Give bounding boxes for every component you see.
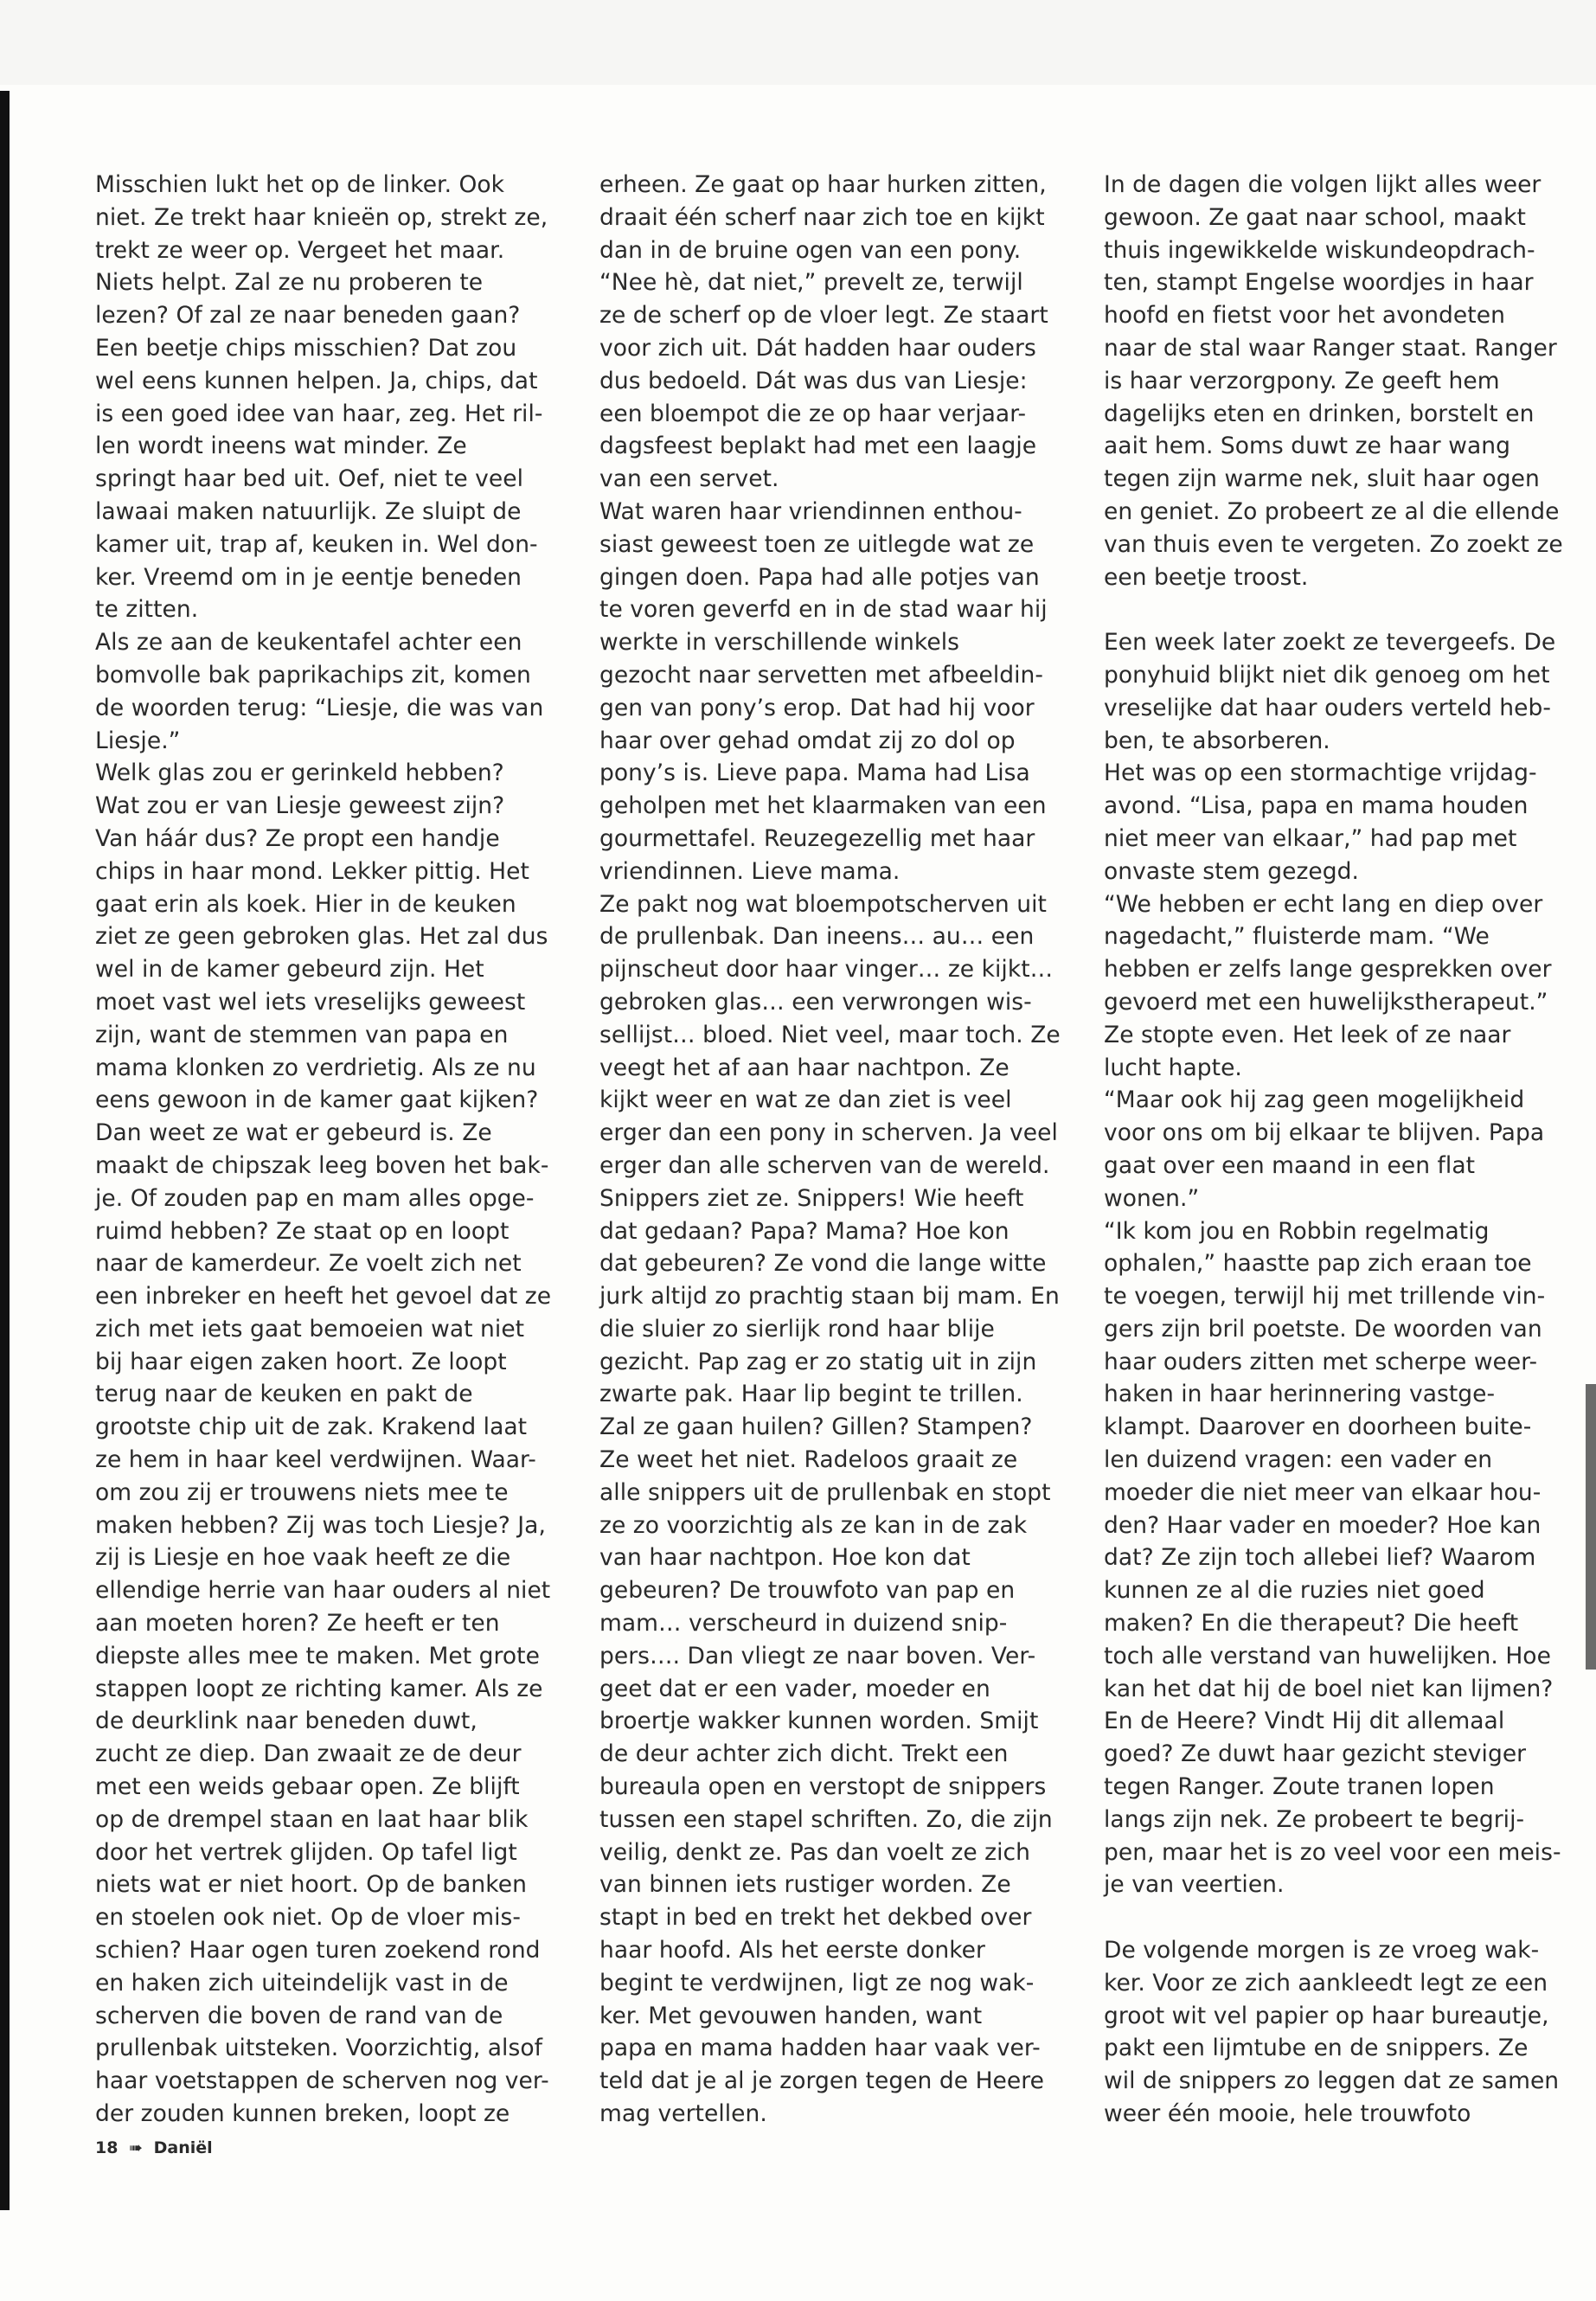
text-line: pijnscheut door haar vinger… ze kijkt… — [599, 956, 1054, 984]
text-line: een bloempot die ze op haar verjaar- — [599, 400, 1027, 427]
text-line: bij haar eigen zaken hoort. Ze loopt — [95, 1348, 507, 1375]
text-line: van thuis even te vergeten. Zo zoekt ze — [1104, 530, 1563, 558]
text-line: alle snippers uit de prullenbak en stopt — [599, 1478, 1051, 1506]
text-line: aan moeten horen? Ze heeft er ten — [95, 1610, 500, 1638]
text-line: is haar verzorgpony. Ze geeft hem — [1104, 367, 1500, 394]
text-line: Misschien lukt het op de linker. Ook — [95, 171, 505, 198]
text-line: klampt. Daarover en doorheen buite- — [1104, 1413, 1532, 1441]
text-line: “Maar ook hij zag geen mogelijkheid — [1104, 1086, 1525, 1114]
text-line: veilig, denkt ze. Pas dan voelt ze zich — [599, 1838, 1031, 1866]
text-line: en geniet. Zo probeert ze al die ellende — [1104, 497, 1560, 525]
text-line: diepste alles mee te maken. Met grote — [95, 1642, 540, 1670]
text-line: kunnen ze al die ruzies niet goed — [1104, 1577, 1485, 1605]
text-line: weer één mooie, hele trouwfoto — [1104, 2100, 1471, 2128]
text-line: ker. Voor ze zich aankleedt legt ze een — [1104, 1969, 1548, 1997]
text-line: een inbreker en heeft het gevoel dat ze — [95, 1283, 552, 1311]
text-line: maken hebben? Zij was toch Liesje? Ja, — [95, 1511, 546, 1539]
text-line: ten, stampt Engelse woordjes in haar — [1104, 269, 1534, 297]
text-line: ze hem in haar keel verdwijnen. Waar- — [95, 1446, 536, 1474]
text-line: begint te verdwijnen, ligt ze nog wak- — [599, 1969, 1035, 1997]
text-line: gezocht naar servetten met afbeeldin- — [599, 661, 1043, 689]
text-line: Zal ze gaan huilen? Gillen? Stampen? — [599, 1413, 1033, 1441]
text-line: thuis ingewikkelde wiskundeopdrach- — [1104, 236, 1535, 264]
text-line: en haken zich uiteindelijk vast in de — [95, 1969, 509, 1997]
text-line: te voren geverfd en in de stad waar hij — [599, 596, 1048, 624]
text-line: springt haar bed uit. Oef, niet te veel — [95, 465, 524, 493]
text-line: nagedacht,” fluisterde mam. “We — [1104, 923, 1490, 951]
text-line: prullenbak uitsteken. Voorzichtig, alsof — [95, 2035, 542, 2062]
text-line: dat? Ze zijn toch allebei lief? Waarom — [1104, 1544, 1536, 1572]
text-line: lucht hapte. — [1104, 1054, 1242, 1081]
text-line: stappen loopt ze richting kamer. Als ze — [95, 1675, 543, 1702]
text-line: gewoon. Ze gaat naar school, maakt — [1104, 203, 1526, 231]
text-line: ponyhuid blijkt niet dik genoeg om het — [1104, 661, 1550, 689]
text-line: gingen doen. Papa had alle potjes van — [599, 563, 1040, 591]
text-line: te voegen, terwijl hij met trillende vin- — [1104, 1283, 1546, 1311]
text-line: van binnen iets rustiger worden. Ze — [599, 1871, 1011, 1899]
text-line: gevoerd met een huwelijkstherapeut.” — [1104, 988, 1548, 1016]
text-line: len duizend vragen: een vader en — [1104, 1446, 1493, 1474]
text-line: draait één scherf naar zich toe en kijkt — [599, 203, 1045, 231]
text-line: Snippers ziet ze. Snippers! Wie heeft — [599, 1184, 1024, 1212]
text-line: gezicht. Pap zag er zo statig uit in zijn — [599, 1348, 1037, 1375]
text-line: maakt de chipszak leeg boven het bak- — [95, 1151, 549, 1179]
text-column-2 — [599, 169, 1062, 2131]
text-line: mam… verscheurd in duizend snip- — [599, 1610, 1008, 1638]
text-line: gebeuren? De trouwfoto van pap en — [599, 1577, 1016, 1605]
text-column-1 — [95, 169, 558, 2131]
text-line: van een servet. — [599, 465, 779, 493]
text-line: pakt een lijmtube en de snippers. Ze — [1104, 2035, 1529, 2062]
text-line: chips in haar mond. Lekker pittig. Het — [95, 857, 529, 885]
text-line: trekt ze weer op. Vergeet het maar. — [95, 236, 505, 264]
text-line: niet. Ze trekt haar knieën op, strekt ze, — [95, 203, 548, 231]
text-line: mag vertellen. — [599, 2100, 767, 2128]
text-line: der zouden kunnen breken, loopt ze — [95, 2100, 510, 2128]
scan-binding-edge — [0, 91, 10, 2210]
text-line: Van háár dus? Ze propt een handje — [95, 824, 500, 852]
text-line: dat gedaan? Papa? Mama? Hoe kon — [599, 1217, 1010, 1245]
text-line: pen, maar het is zo veel voor een meis- — [1104, 1838, 1561, 1866]
text-line: vriendinnen. Lieve mama. — [599, 857, 901, 885]
text-line: stapt in bed en trekt het dekbed over — [599, 1904, 1032, 1932]
text-line: tegen zijn warme nek, sluit haar ogen — [1104, 465, 1540, 493]
text-line: gaat erin als koek. Hier in de keuken — [95, 890, 516, 918]
paragraph-gap — [1104, 1901, 1567, 1934]
text-line: groot wit vel papier op haar bureautje, — [1104, 2002, 1549, 2029]
text-line: ze zo voorzichtig als ze kan in de zak — [599, 1511, 1028, 1539]
text-line: de prullenbak. Dan ineens… au… een — [599, 923, 1035, 951]
text-line: onvaste stem gezegd. — [1104, 857, 1359, 885]
text-line: moet vast wel iets vreselijks geweest — [95, 988, 526, 1016]
text-line: langs zijn nek. Ze probeert te begrij- — [1104, 1805, 1525, 1833]
text-line: zij is Liesje en hoe vaak heeft ze die — [95, 1544, 511, 1572]
text-line: haar ouders zitten met scherpe weer- — [1104, 1348, 1538, 1375]
text-line: dan in de bruine ogen van een pony. — [599, 236, 1022, 264]
text-line: Liesje.” — [95, 727, 181, 754]
text-line: goed? Ze duwt haar gezicht steviger — [1104, 1740, 1527, 1768]
text-line: ellendige herrie van haar ouders al niet — [95, 1577, 551, 1605]
text-line: haken in haar herinnering vastge- — [1104, 1381, 1496, 1408]
text-line: ker. Met gevouwen handen, want — [599, 2002, 983, 2029]
text-line: wel eens kunnen helpen. Ja, chips, dat — [95, 367, 538, 394]
text-line: Dan weet ze wat er gebeurd is. Ze — [95, 1119, 492, 1147]
magazine-name: Daniël — [153, 2138, 213, 2157]
text-line: eens gewoon in de kamer gaat kijken? — [95, 1086, 539, 1114]
text-line: grootste chip uit de zak. Krakend laat — [95, 1413, 528, 1441]
text-line: wel in de kamer gebeurd zijn. Het — [95, 956, 484, 984]
text-line: Ze weet het niet. Radeloos graait ze — [599, 1446, 1018, 1474]
text-line: dat gebeuren? Ze vond die lange witte — [599, 1250, 1047, 1278]
text-line: hebben er zelfs lange gesprekken over — [1104, 956, 1552, 984]
text-line: veegt het af aan haar nachtpon. Ze — [599, 1054, 1010, 1081]
text-line: dagelijks eten en drinken, borstelt en — [1104, 400, 1535, 427]
text-line: aait hem. Soms duwt ze haar wang — [1104, 433, 1510, 460]
text-line: door het vertrek glijden. Op tafel ligt — [95, 1838, 517, 1866]
text-line: ker. Vreemd om in je eentje beneden — [95, 563, 522, 591]
text-line: om zou zij er trouwens niets mee te — [95, 1478, 509, 1506]
text-line: kan het dat hij de boel niet kan lijmen? — [1104, 1675, 1554, 1702]
page-footer — [95, 2138, 213, 2157]
text-line: schien? Haar ogen turen zoekend rond — [95, 1937, 541, 1965]
text-line: zwarte pak. Haar lip begint te trillen. — [599, 1381, 1023, 1408]
text-line: geholpen met het klaarmaken van een — [599, 792, 1047, 820]
text-line: niets wat er niet hoort. Op de banken — [95, 1871, 527, 1899]
text-line: Niets helpt. Zal ze nu proberen te — [95, 269, 484, 297]
text-line: jurk altijd zo prachtig staan bij mam. En — [599, 1283, 1060, 1311]
text-line: Welk glas zou er gerinkeld hebben? — [95, 760, 504, 787]
right-arrow-icon: ➠ — [129, 2138, 143, 2157]
text-line: de woorden terug: “Liesje, die was van — [95, 694, 544, 721]
text-line: de deurklink naar beneden duwt, — [95, 1708, 478, 1735]
text-line: Een week later zoekt ze tevergeefs. De — [1104, 629, 1556, 657]
text-line: En de Heere? Vindt Hij dit allemaal — [1104, 1708, 1505, 1735]
text-line: zich met iets gaat bemoeien wat niet — [95, 1315, 525, 1343]
text-line: papa en mama hadden haar vaak ver- — [599, 2035, 1041, 2062]
text-line: de deur achter zich dicht. Trekt een — [599, 1740, 1009, 1768]
text-line: “Nee hè, dat niet,” prevelt ze, terwijl — [599, 269, 1023, 297]
text-line: erger dan een pony in scherven. Ja veel — [599, 1119, 1058, 1147]
text-line: is een goed idee van haar, zeg. Het ril- — [95, 400, 543, 427]
text-line: tussen een stapel schriften. Zo, die zijn — [599, 1805, 1053, 1833]
text-line: naar de kamerdeur. Ze voelt zich net — [95, 1250, 522, 1278]
text-line: gers zijn bril poetste. De woorden van — [1104, 1315, 1542, 1343]
text-line: broertje wakker kunnen worden. Smijt — [599, 1708, 1039, 1735]
text-line: Wat waren haar vriendinnen enthou- — [599, 497, 1022, 525]
text-line: pony’s is. Lieve papa. Mama had Lisa — [599, 760, 1030, 787]
text-line: toch alle verstand van huwelijken. Hoe — [1104, 1642, 1551, 1670]
text-line: den? Haar vader en moeder? Hoe kan — [1104, 1511, 1542, 1539]
text-line: Ze stopte even. Het leek of ze naar — [1104, 1021, 1511, 1048]
text-line: niet meer van elkaar,” had pap met — [1104, 824, 1517, 852]
text-line: Ze pakt nog wat bloempotscherven uit — [599, 890, 1047, 918]
text-column-3 — [1104, 169, 1567, 2131]
page-number: 18 — [95, 2138, 119, 2157]
text-line: Een beetje chips misschien? Dat zou — [95, 334, 517, 362]
text-line: erger dan alle scherven van de wereld. — [599, 1151, 1050, 1179]
text-line: die sluier zo sierlijk rond haar blije — [599, 1315, 995, 1343]
text-line: dagsfeest beplakt had met een laagje — [599, 433, 1037, 460]
text-line: teld dat je al je zorgen tegen de Heere — [599, 2067, 1044, 2095]
text-line: en stoelen ook niet. Op de vloer mis- — [95, 1904, 521, 1932]
text-line: sellijst… bloed. Niet veel, maar toch. Ze — [599, 1021, 1061, 1048]
text-line: tegen Ranger. Zoute tranen lopen — [1104, 1773, 1495, 1801]
text-line: haar over gehad omdat zij zo dol op — [599, 727, 1016, 754]
text-line: avond. “Lisa, papa en mama houden — [1104, 792, 1529, 820]
text-line: naar de stal waar Ranger staat. Ranger — [1104, 334, 1557, 362]
text-line: voor ons om bij elkaar te blijven. Papa — [1104, 1119, 1545, 1147]
text-line: hoofd en fietst voor het avondeten — [1104, 302, 1505, 330]
text-line: ziet ze geen gebroken glas. Het zal dus — [95, 923, 548, 951]
text-line: maken? En die therapeut? Die heeft — [1104, 1610, 1519, 1638]
text-line: wil de snippers zo leggen dat ze samen — [1104, 2067, 1560, 2095]
text-line: ze de scherf op de vloer legt. Ze staart — [599, 302, 1048, 330]
text-line: gebroken glas… een verwrongen wis- — [599, 988, 1032, 1016]
text-line: Wat zou er van Liesje geweest zijn? — [95, 792, 505, 820]
text-line: te zitten. — [95, 596, 199, 624]
text-line: met een weids gebaar open. Ze blijft — [95, 1773, 520, 1801]
text-line: In de dagen die volgen lijkt alles weer — [1104, 171, 1542, 198]
text-line: haar voetstappen de scherven nog ver- — [95, 2067, 549, 2095]
text-line: voor zich uit. Dát hadden haar ouders — [599, 334, 1036, 362]
text-line: gen van pony’s erop. Dat had hij voor — [599, 694, 1035, 721]
text-line: bomvolle bak paprikachips zit, komen — [95, 661, 531, 689]
text-line: op de drempel staan en laat haar blik — [95, 1805, 529, 1833]
text-line: lawaai maken natuurlijk. Ze sluipt de — [95, 497, 522, 525]
text-line: vreselijke dat haar ouders verteld heb- — [1104, 694, 1551, 721]
text-line: kijkt weer en wat ze dan ziet is veel — [599, 1086, 1012, 1114]
text-line: je van veertien. — [1104, 1871, 1285, 1899]
text-line: De volgende morgen is ze vroeg wak- — [1104, 1937, 1540, 1965]
text-line: mama klonken zo verdrietig. Als ze nu — [95, 1054, 536, 1081]
text-line: van haar nachtpon. Hoe kon dat — [599, 1544, 971, 1572]
text-line: siast geweest toen ze uitlegde wat ze — [599, 530, 1035, 558]
text-line: gourmettafel. Reuzegezellig met haar — [599, 824, 1035, 852]
text-line: len wordt ineens wat minder. Ze — [95, 433, 467, 460]
text-line: haar hoofd. Als het eerste donker — [599, 1937, 985, 1965]
text-line: je. Of zouden pap en mam alles opge- — [95, 1184, 535, 1212]
text-line: kamer uit, trap af, keuken in. Wel don- — [95, 530, 538, 558]
text-line: ruimd hebben? Ze staat op en loopt — [95, 1217, 510, 1245]
text-line: moeder die niet meer van elkaar hou- — [1104, 1478, 1542, 1506]
text-line: werkte in verschillende winkels — [599, 629, 959, 657]
text-line: zijn, want de stemmen van papa en — [95, 1021, 509, 1048]
text-line: wonen.” — [1104, 1184, 1200, 1212]
text-line: Het was op een stormachtige vrijdag- — [1104, 760, 1537, 787]
text-line: zucht ze diep. Dan zwaait ze de deur — [95, 1740, 522, 1768]
text-line: pers…. Dan vliegt ze naar boven. Ver- — [599, 1642, 1036, 1670]
scan-right-edge — [1586, 1384, 1596, 1670]
text-line: een beetje troost. — [1104, 563, 1309, 591]
text-line: “Ik kom jou en Robbin regelmatig — [1104, 1217, 1490, 1245]
text-line: terug naar de keuken en pakt de — [95, 1381, 473, 1408]
scan-top-strip — [0, 0, 1596, 85]
paragraph-gap — [1104, 593, 1567, 626]
text-line: lezen? Of zal ze naar beneden gaan? — [95, 302, 521, 330]
text-line: erheen. Ze gaat op haar hurken zitten, — [599, 171, 1047, 198]
text-line: gaat over een maand in een flat — [1104, 1151, 1476, 1179]
text-line: “We hebben er echt lang en diep over — [1104, 890, 1543, 918]
text-line: Als ze aan de keukentafel achter een — [95, 629, 522, 657]
text-line: dus bedoeld. Dát was dus van Liesje: — [599, 367, 1028, 394]
text-line: ben, te absorberen. — [1104, 727, 1330, 754]
text-line: bureaula open en verstopt de snippers — [599, 1773, 1047, 1801]
text-line: geet dat er een vader, moeder en — [599, 1675, 990, 1702]
text-line: scherven die boven de rand van de — [95, 2002, 503, 2029]
text-line: ophalen,” haastte pap zich eraan toe — [1104, 1250, 1532, 1278]
